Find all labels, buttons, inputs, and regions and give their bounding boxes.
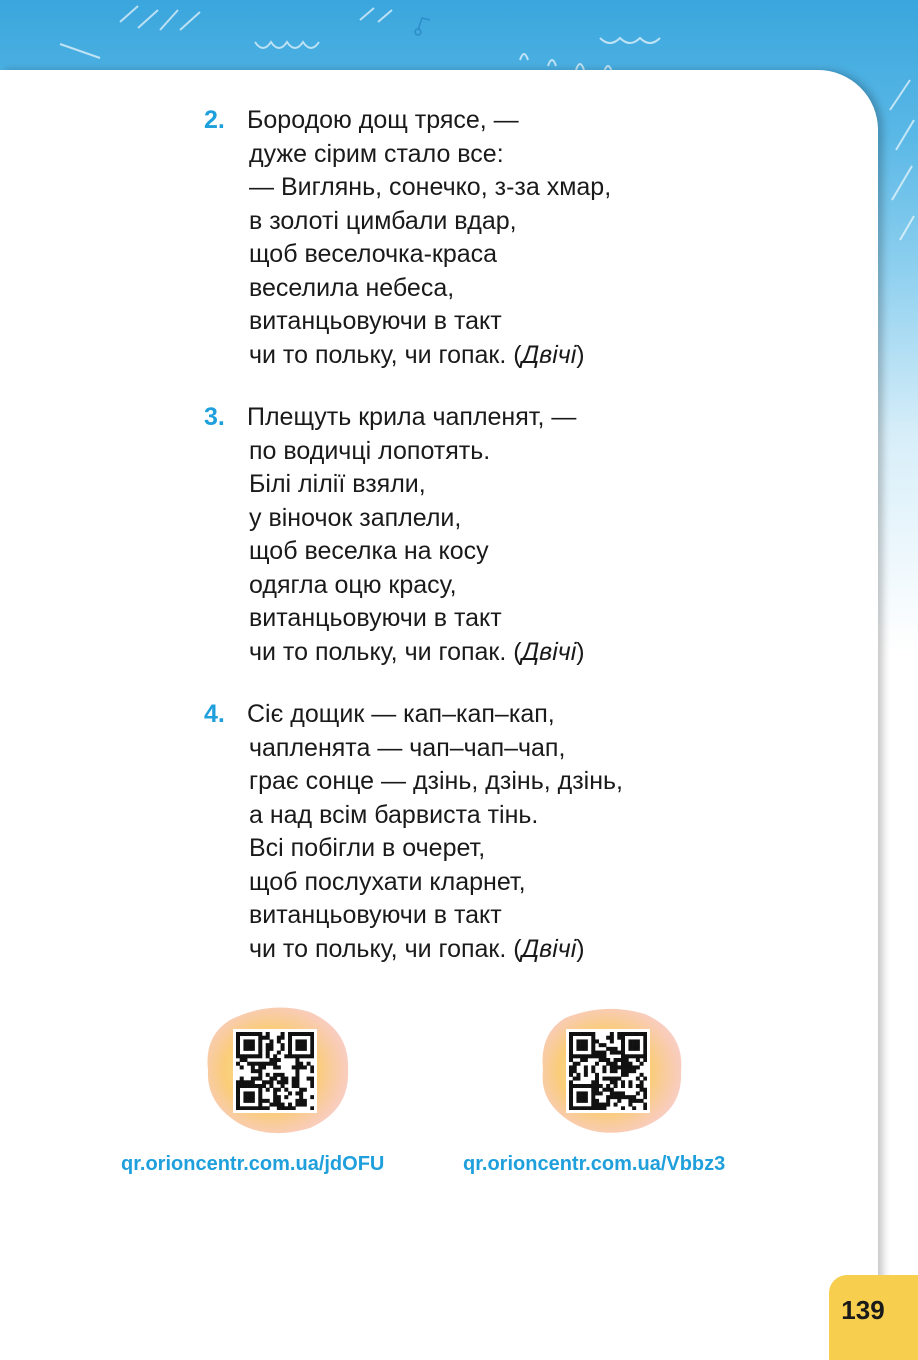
verse-line-text: чи то польку, чи гопак. (	[249, 637, 522, 666]
verse-line: щоб веселка на косу	[249, 537, 489, 565]
verse-line-text: чи то польку, чи гопак. (	[249, 340, 522, 369]
verse-line: Плещуть крила чапленят, —	[247, 403, 577, 431]
page-number: 139	[841, 1295, 885, 1325]
verse-line: дуже сірим стало все:	[249, 139, 504, 168]
verse-line: веселила небеса,	[249, 273, 455, 302]
verse-line: витанцьовуючи в такт	[249, 901, 502, 929]
verse-number: 2.	[204, 106, 225, 134]
verse-number: 4.	[204, 700, 225, 728]
qr-code[interactable]	[233, 1029, 317, 1113]
verse-number: 3.	[204, 403, 225, 431]
verse-line: одягла оцю красу,	[249, 570, 457, 599]
refrain-close: )	[576, 934, 585, 963]
refrain-close: )	[576, 637, 585, 666]
verse-line: грає сонце — дзінь, дзінь, дзінь,	[249, 767, 623, 795]
qr-code[interactable]	[566, 1029, 650, 1113]
verse-3	[204, 401, 585, 669]
verse-line: — Виглянь, сонечко, з-за хмар,	[249, 173, 612, 201]
qr-link-2[interactable]: qr.orioncentr.com.ua/Vbbz3	[463, 1153, 726, 1175]
refrain-mark: Двічі	[521, 637, 577, 666]
verse-line: Всі побігли в очерет,	[249, 834, 486, 862]
verse-line: щоб послухати кларнет,	[249, 867, 526, 896]
verse-line-refrain	[249, 933, 623, 967]
refrain-close: )	[576, 340, 585, 369]
qr-code-pattern	[569, 1032, 647, 1110]
verse-line: у віночок заплели,	[249, 503, 462, 532]
verse-line: Сіє дощик — кап–кап–кап,	[247, 700, 555, 728]
verse-line: по водичці лопотять.	[249, 436, 491, 465]
verse-line: чапленята — чап–чап–чап,	[249, 733, 566, 762]
verse-line: Білі лілії взяли,	[249, 470, 426, 498]
verse-line: Бородою дощ трясе, —	[247, 106, 519, 134]
verse-line-refrain	[249, 636, 585, 670]
refrain-mark: Двічі	[521, 340, 577, 369]
verse-2	[204, 104, 611, 372]
verse-line-refrain	[249, 339, 611, 373]
verse-line: щоб веселочка-краса	[249, 240, 498, 268]
verse-line: витанцьовуючи в такт	[249, 604, 502, 632]
verse-line: витанцьовуючи в такт	[249, 307, 502, 335]
verse-line: в золоті цимбали вдар,	[249, 206, 517, 235]
page-number-tab	[829, 1275, 918, 1360]
verse-4	[204, 698, 623, 966]
verse-line: а над всім барвиста тінь.	[249, 800, 539, 829]
qr-code-pattern	[236, 1032, 314, 1110]
refrain-mark: Двічі	[521, 934, 577, 963]
verse-line-text: чи то польку, чи гопак. (	[249, 934, 522, 963]
qr-link-1[interactable]: qr.orioncentr.com.ua/jdOFU	[121, 1153, 385, 1175]
